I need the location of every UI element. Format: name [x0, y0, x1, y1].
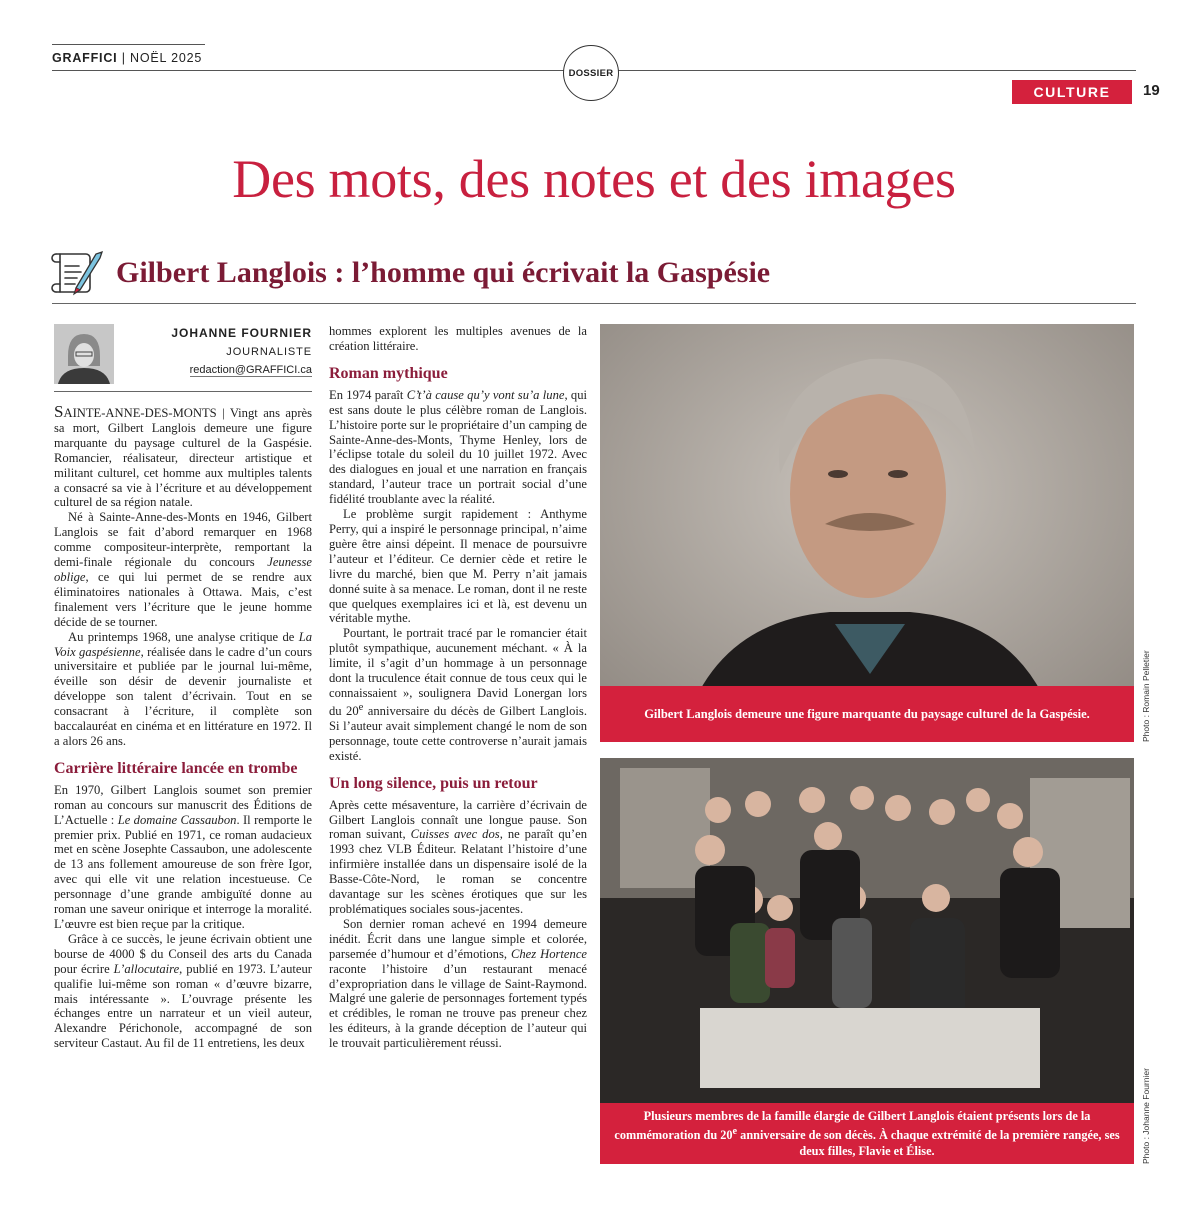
family-photo-credit: Photo : Johanne Fournier [1141, 1068, 1151, 1164]
paragraph: Né à Sainte-Anne-des-Monts en 1946, Gilbert Langlois se fait d’abord remarquer en 1968 comme compositeur-interprète, remportant la demi-finale régionale du concours Jeunesse oblige, ce qui lui permet de se rendre aux éliminatoires nationales à Ottawa. Mais, c’est finalement vers l’écriture que le jeune homme décide de se tourner. [54, 510, 312, 629]
brand-separator: | [121, 51, 126, 65]
author-avatar [54, 324, 114, 384]
subheading-carriere: Carrière littéraire lancée en trombe [54, 759, 298, 777]
page-number: 19 [1143, 82, 1160, 99]
subheading-long-silence: Un long silence, puis un retour [329, 774, 538, 792]
scroll-quill-icon [50, 244, 106, 298]
page-title: Des mots, des notes et des images [232, 149, 956, 209]
author-byline [120, 326, 312, 378]
author-role: JOURNALISTE [226, 346, 312, 358]
paragraph: En 1974 paraît C’t’à cause qu’y vont su’a lune, qui est sans doute le plus célèbre roman de Langlois. L’histoire porte sur le propriétaire d’un camping de Sainte-Anne-des-Monts, Thyme Henley, lors de l’éclipse totale du soleil du 10 juillet 1972. Avec des dialogues en joual et une narration en français standard, l’auteur trace un portrait social d’une fidélité troublante avec la réalité. [329, 387, 587, 507]
article-title: Gilbert Langlois : l’homme qui écrivait la Gaspésie [116, 256, 771, 289]
subheading-roman-mythique: Roman mythique [329, 364, 448, 382]
title-rule [52, 303, 1136, 304]
dossier-badge: DOSSIER [563, 45, 619, 101]
portrait-caption: Gilbert Langlois demeure une figure marquante du paysage culturel de la Gaspésie. [600, 686, 1134, 742]
section-tab-culture: CULTURE [1012, 80, 1132, 104]
paragraph: Le problème surgit rapidement : Anthyme Perry, qui a inspiré le personnage principal, n’aime guère être ainsi dépeint. Il menace de poursuivre l’auteur et l’éditeur. Ce dernier cède et retire le livre du marché, bien que M. Perry n’ait jamais donné suite à sa menace. Le roman, dont il ne reste que quelques exemplaires ici et là, est devenu un véritable mythe. [329, 507, 587, 626]
paragraph: hommes explorent les multiples avenues de la création littéraire. [329, 324, 587, 353]
drop-cap: S [54, 402, 64, 421]
article-column-2 [329, 324, 587, 1051]
lead-paragraph: SAINTE-ANNE-DES-MONTS | Vingt ans après sa mort, Gilbert Langlois demeure une figure marquante du paysage culturel de la Gaspésie. Romancier, réalisateur, directeur artistique et militant culturel, cet homme aux multiples talents a consacré sa vie à l’écriture et au développement culturel de sa région natale. [54, 402, 312, 510]
paragraph: En 1970, Gilbert Langlois soumet son premier roman au concours sur manuscrit des Éditions de L’Actuelle : Le domaine Cassaubon. Il remporte le premier prix. Publié en 1971, ce roman audacieux met en scène Josephte Cassaubon, une adolescente de 13 ans follement amoureuse de son frère Igor, avec qui elle vit une relation incestueuse. Ce personnage d’une grande ambiguïté donne au roman une saveur onirique et interroge la moralité. L’œuvre est bien reçue par la critique. [54, 782, 313, 931]
paragraph: Au printemps 1968, une analyse critique de La Voix gaspésienne, réalisée dans le cadre d’un cours universitaire et publiée par le journal lui-même, éveille son désir de devenir journaliste et développe son talent d’écrivain. Tout en se consacrant à l’écriture, il complète son baccalauréat en cinéma et en littérature en 1972. Il a alors 26 ans. [54, 629, 312, 748]
paragraph: Pourtant, le portrait tracé par le romancier était plutôt sympathique, aucunement méchant. « À la limite, il s’agit d’un hommage à un personnage dont la truculence était connue de tous ceux qui le connaissaient », soulignera David Lonergan lors du 20e anniversaire du décès de Gilbert Langlois. Si l’auteur avait simplement changé le nom de son personnage, toute cette controverse n’aurait jamais existé. [329, 626, 587, 763]
portrait-photo [600, 324, 1134, 742]
dateline: AINTE-ANNE-DES-MONTS | [63, 406, 230, 420]
brand-name: GRAFFICI [52, 51, 118, 65]
author-name: JOHANNE FOURNIER [171, 326, 312, 340]
byline-rule [54, 391, 312, 392]
issue-label: NOËL 2025 [130, 51, 203, 65]
paragraph: Grâce à ce succès, le jeune écrivain obtient une bourse de 4000 $ du Conseil des arts du Canada pour écrire L’allocutaire, publié en 1973. L’auteur qualifie lui-même son roman « d’œuvre bizarre, mais intéressante ». L’ouvrage présente les échanges entre un narrateur et un vieil auteur, Alexandre Périchonole, accompagné de son serviteur Castaut. Au fil de 11 entretiens, les deux [54, 931, 312, 1051]
portrait-photo-credit: Photo : Romain Pelletier [1141, 650, 1151, 742]
masthead-brand [52, 51, 202, 65]
author-email-link[interactable]: redaction@GRAFFICI.ca [189, 364, 312, 376]
paragraph: Son dernier roman achevé en 1994 demeure inédit. Écrit dans une langue simple et colorée, parsemée d’humour et d’émotions, Chez Hortence raconte l’histoire d’un restaurant menacé d’expropriation dans le village de Saint-Raymond. Malgré une galerie de personnages fortement typés et crédibles, le roman ne trouve pas preneur chez les éditeurs, à la grande déception de l’auteur qui le trouvait particulièrement réussi. [329, 916, 587, 1051]
masthead-top-rule [52, 44, 205, 45]
family-caption: Plusieurs membres de la famille élargie de Gilbert Langlois étaient présents lors de la commémoration du 20e anniversaire de son décès. À chaque extrémité de la première rangée, ses deux filles, Flavie et Élise. [600, 1103, 1134, 1164]
paragraph: Après cette mésaventure, la carrière d’écrivain de Gilbert Langlois connaît une longue pause. Son roman suivant, Cuisses avec dos, ne paraît qu’en 1993 chez VLB Éditeur. Relatant l’histoire d’une infirmière installée dans un dispensaire isolé de la Basse-Côte-Nord, le roman se concentre davantage sur les scènes érotiques que sur les problématiques sociales sous-jacentes. [329, 797, 588, 916]
article-column-1 [54, 402, 313, 1051]
